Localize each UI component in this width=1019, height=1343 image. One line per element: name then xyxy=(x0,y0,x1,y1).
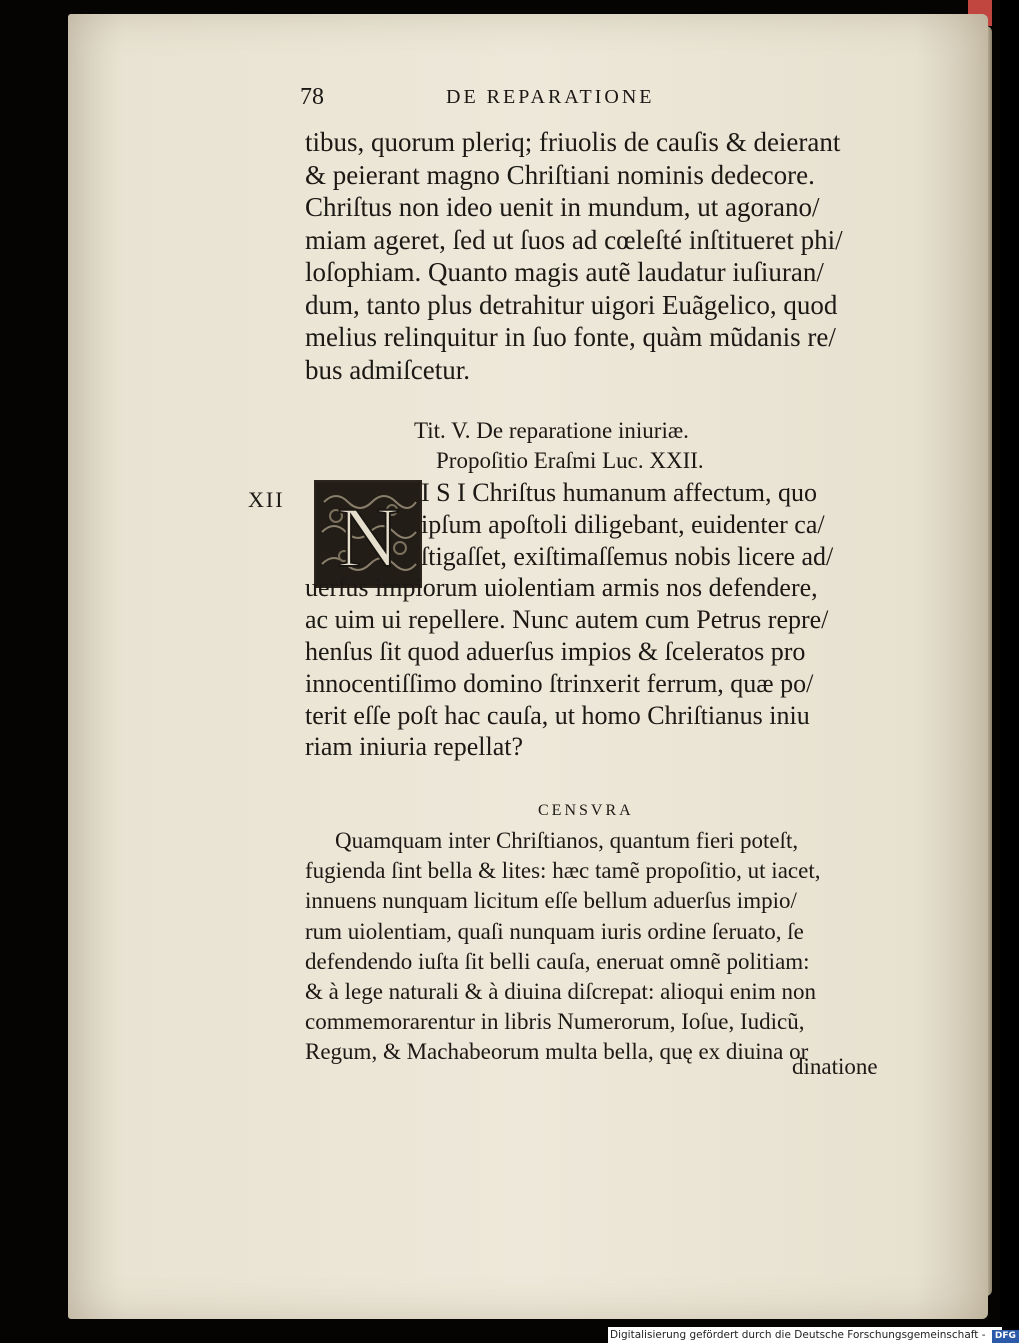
text-line: commemorarentur in libris Numerorum, Ioſue, Iudicũ, xyxy=(305,1009,805,1035)
text-line: miam ageret, ſed ut ſuos ad cœleſté inſtitueret phi/ xyxy=(305,224,843,255)
running-head-title: DE REPARATIONE xyxy=(446,86,655,108)
running-head xyxy=(300,84,760,120)
section-title: Tit. V. De reparatione iniuriæ. xyxy=(414,418,689,443)
censura-heading: CENSVRA xyxy=(538,802,634,819)
paragraph-1 xyxy=(305,126,915,386)
text-line: tibus, quorum pleriq; friuolis de cauſis & deierant xyxy=(305,127,841,157)
paragraph-2 xyxy=(305,477,915,763)
text-line: ac uim ui repellere. Nunc autem cum Petrus repre/ xyxy=(305,605,829,635)
text-line: innuens nunquam licitum eſſe bellum aduerſus impio/ xyxy=(305,888,797,914)
text-line: Chriſtus non ideo uenit in mundum, ut agorano/ xyxy=(305,192,820,222)
text-line: terit eſſe poſt hac cauſa, ut homo Chriſtianus iniu xyxy=(305,700,810,730)
text-line: I S I Chriſtus humanum affectum, quo xyxy=(421,478,817,507)
text-line: fugienda ſint bella & lites: hæc tamẽ propoſitio, ut iacet, xyxy=(305,858,821,884)
proposition-title: Propoſitio Eraſmi Luc. XXII. xyxy=(436,448,704,473)
marginal-number: XII xyxy=(248,487,285,512)
text-line: melius relinquitur in ſuo fonte, quàm mũdanis re/ xyxy=(305,322,836,352)
catchword: dinatione xyxy=(792,1054,878,1079)
digitization-footer xyxy=(608,1327,1016,1343)
text-line: henſus ſit quod aduerſus impios & ſceleratos pro xyxy=(305,636,806,666)
text-line: riam iniuria repellat? xyxy=(305,732,524,762)
text-line: bus admiſcetur. xyxy=(305,354,470,385)
footer-text: Digitalisierung gefördert durch die Deutsche Forschungsgemeinschaft - xyxy=(610,1329,986,1341)
text-line: Regum, & Machabeorum multa bella, quę ex diuina or xyxy=(305,1039,809,1065)
text-line: Quamquam inter Chriſtianos, quantum fieri poteſt, xyxy=(335,828,799,853)
text-line: ſtigaſſet, exiſtimaſſemus nobis licere ad/ xyxy=(421,541,834,571)
paragraph-3 xyxy=(305,826,915,1068)
text-line: defendendo iuſta ſit belli cauſa, eneruat omnẽ politiam: xyxy=(305,948,810,974)
text-line: & à lege naturali & à diuina diſcrepat: alioqui enim non xyxy=(305,979,816,1005)
text-line: innocentiſſimo domino ſtrinxerit ferrum, quæ po/ xyxy=(305,668,814,698)
text-line: dum, tanto plus detrahitur uigori Euãgelico, quod xyxy=(305,289,838,320)
text-line: ipſum apoſtoli diligebant, euidenter ca/ xyxy=(421,509,825,539)
dfg-logo: DFG xyxy=(992,1330,1019,1343)
text-line: loſophiam. Quanto magis autẽ laudatur iuſiuran/ xyxy=(305,257,824,287)
page-number: 78 xyxy=(300,84,324,110)
text-line: & peierant magno Chriſtiani nominis dedecore. xyxy=(305,159,815,190)
text-line: rum uiolentiam, quaſi nunquam iuris ordine ſeruato, ſe xyxy=(305,918,804,944)
initial-letter: N xyxy=(336,489,400,585)
text-line: uerſus impiorum uiolentiam armis nos defendere, xyxy=(305,573,818,603)
